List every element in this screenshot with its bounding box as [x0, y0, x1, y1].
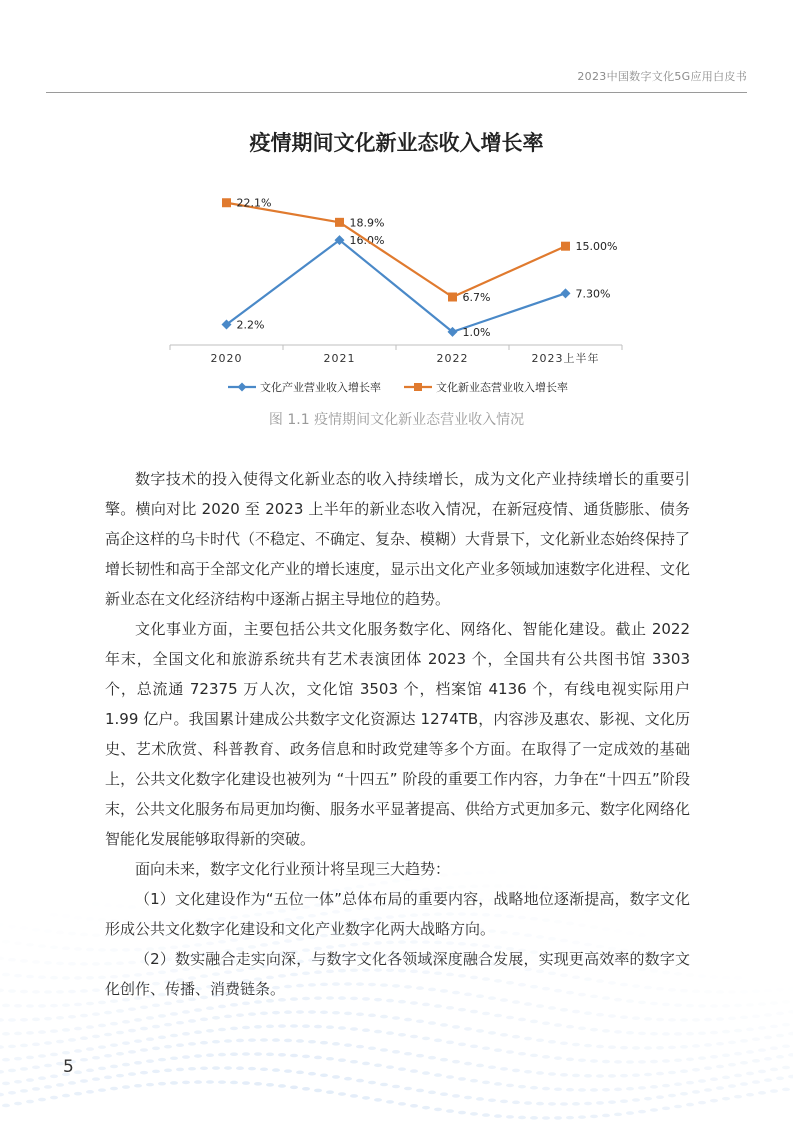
paragraph-3: 面向未来，数字文化行业预计将呈现三大趋势： [135, 860, 451, 878]
x-tick-label: 2023上半年 [531, 352, 600, 365]
wave-dots-decoration [0, 850, 793, 1122]
data-point [448, 292, 457, 301]
paragraph-2: 文化事业方面，主要包括公共文化服务数字化、网络化、智能化建设。截止 2022 年末，全国文化和旅游系统共有艺术表演团体 2023 个，全国共有公共图书馆 3303 个，总流通 72375 万人次，文化馆 3503 个，档案馆 4136 个，有线电视实际用户 1.99 亿户。我国累计建成公共数字文化资源达 1274TB，内容涉及惠农、影视、文化历史、艺术欣赏、科普教育、政务信息和时政党建等多个方面。在取得了一定成效的基础上，公共文化数字化建设也被列为 “十四五” 阶段的重要工作内容，力争在“十四五”阶段末，公共文化服务布局更加均衡、服务水平显著提高、供给方式更加多元、数字化网络化智能化发展能够取得新的突破。 [105, 620, 691, 848]
x-tick-label: 2022 [436, 352, 469, 365]
x-tick-label: 2020 [210, 352, 243, 365]
series-line-2 [227, 203, 566, 297]
data-label: 7.30% [575, 287, 611, 301]
legend-label: 文化产业营业收入增长率 [260, 381, 381, 394]
legend-marker [238, 383, 247, 392]
x-tick-label: 2021 [323, 352, 356, 365]
line-chart [150, 175, 650, 400]
data-label: 6.7% [462, 290, 491, 304]
legend-marker [414, 383, 422, 391]
page-number: 5 [63, 1057, 74, 1077]
data-point [222, 198, 231, 207]
data-point [561, 288, 571, 298]
data-point [561, 242, 570, 251]
data-label: 2.2% [236, 318, 265, 332]
figure-caption: 图 1.1 疫情期间文化新业态营业收入情况 [268, 412, 525, 428]
data-label: 15.00% [575, 240, 618, 254]
header-divider [46, 92, 747, 93]
data-label: 16.0% [349, 234, 385, 248]
paragraph-1: 数字技术的投入使得文化新业态的收入持续增长，成为文化产业持续增长的重要引擎。横向对比 2020 至 2023 上半年的新业态收入情况，在新冠疫情、通货膨胀、债务高企这样的乌卡时代（不稳定、不确定、复杂、模糊）大背景下，文化新业态始终保持了增长韧性和高于全部文化产业的增长速度，显示出文化产业多领域加速数字化进程、文化新业态在文化经济结构中逐渐占据主导地位的趋势。 [105, 470, 691, 608]
paragraph-5: （2）数实融合走实向深，与数字文化各领域深度融合发展，实现更高效率的数字文化创作、传播、消费链条。 [105, 950, 690, 998]
legend-label: 文化新业态营业收入增长率 [436, 381, 568, 394]
data-label: 1.0% [462, 325, 491, 339]
series-line-1 [227, 240, 566, 332]
paragraph-4: （1）文化建设作为“五位一体”总体布局的重要内容，战略地位逐渐提高，数字文化形成公共文化数字化建设和文化产业数字化两大战略方向。 [105, 890, 690, 938]
data-label: 22.1% [236, 196, 272, 210]
running-header: 2023中国数字文化5G应用白皮书 [577, 70, 747, 83]
data-point [335, 218, 344, 227]
chart-title: 疫情期间文化新业态收入增长率 [249, 131, 544, 155]
data-label: 18.9% [349, 216, 385, 230]
